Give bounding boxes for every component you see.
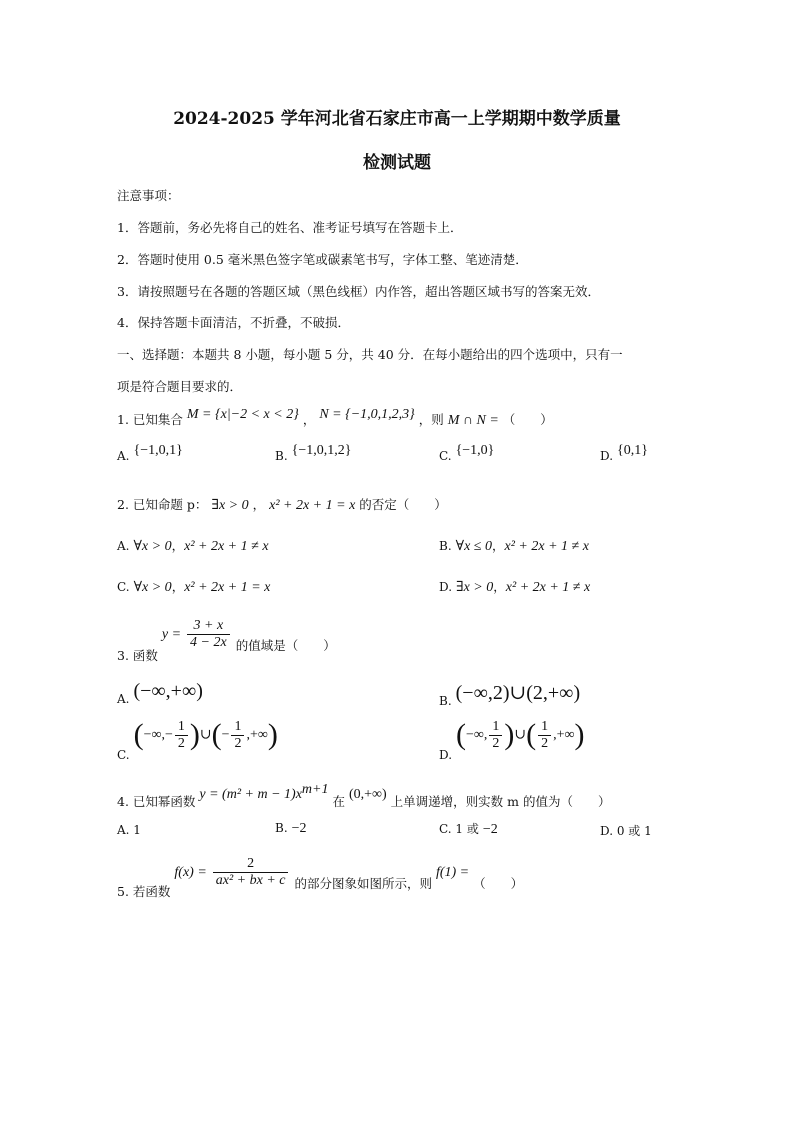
q5-f1: f(1) = bbox=[435, 865, 470, 880]
option-equation: x² + 2x + 1 = x bbox=[184, 580, 271, 595]
option-label: C. 1 或 bbox=[439, 822, 479, 836]
option-label: B. bbox=[439, 539, 452, 553]
question-3 bbox=[117, 618, 336, 663]
option-quantifier: ∀x > 0 bbox=[133, 580, 172, 595]
q3-y: y = bbox=[161, 627, 182, 642]
q4-option-c bbox=[439, 820, 498, 838]
option-label: D. bbox=[439, 580, 453, 594]
q2-option-b: B. ∀x ≤ 0，x² + 2x + 1 ≠ x bbox=[439, 538, 589, 554]
option-label: B. bbox=[439, 694, 452, 708]
q2-prefix: 2. 已知命题 p： bbox=[117, 497, 208, 512]
fraction-numerator: 1 bbox=[231, 719, 244, 736]
q5-denominator: ax² + bx + c bbox=[215, 873, 286, 888]
option-equation: x² + 2x + 1 ≠ x bbox=[505, 580, 591, 595]
q1-then: ，则 bbox=[418, 412, 444, 427]
option-label: B. bbox=[275, 821, 288, 835]
option-left2: − bbox=[221, 727, 230, 743]
q2-comma: ， bbox=[252, 497, 266, 512]
q3-option-c: C. (−∞,− $\frac{1}{2}$ )∪(− $\frac{1}{2}$ ,+∞) bbox=[117, 718, 278, 762]
q4-prefix: 4. 已知幂函数 bbox=[117, 794, 196, 810]
fraction-denominator: 2 bbox=[177, 735, 185, 751]
question-1 bbox=[117, 407, 553, 429]
q5-fx: f(x) = bbox=[174, 865, 207, 880]
q4-on: 在 bbox=[332, 794, 345, 810]
q1-set-n: N = {−1,0,1,2,3} bbox=[319, 407, 415, 422]
option-right: ,+∞ bbox=[246, 727, 268, 743]
q1-set-m: M = {x|−2 < x < 2} bbox=[186, 407, 299, 422]
q3-fraction bbox=[187, 618, 230, 651]
section-heading-line2: 项是符合题目要求的． bbox=[117, 379, 243, 394]
q2-option-d: D. ∃x > 0，x² + 2x + 1 ≠ x bbox=[439, 579, 591, 595]
q1-expr: M ∩ N = bbox=[447, 413, 499, 428]
option-label: B. bbox=[275, 449, 288, 463]
notice-heading: 注意事项： bbox=[117, 188, 180, 203]
q1-paren: （ ） bbox=[502, 412, 553, 427]
option-left: −∞, bbox=[466, 727, 488, 743]
q1-option-c bbox=[439, 443, 495, 465]
question-5 bbox=[117, 856, 524, 899]
option-value: {−1,0,1} bbox=[133, 443, 183, 458]
q1-option-b bbox=[275, 443, 352, 465]
q1-prefix: 1. 已知集合 bbox=[117, 412, 183, 427]
q4-option-d bbox=[600, 822, 652, 839]
question-4 bbox=[117, 782, 611, 810]
q2-option-c: C. ∀x > 0，x² + 2x + 1 = x bbox=[117, 579, 271, 595]
page-subtitle: 检测试题 bbox=[363, 153, 431, 173]
option-value: {−1,0} bbox=[455, 443, 495, 458]
q5-prefix: 5. 若函数 bbox=[117, 884, 171, 899]
q3-option-a bbox=[117, 680, 203, 706]
q3-numerator: 3 + x bbox=[187, 618, 230, 635]
union-symbol: ∪ bbox=[199, 727, 212, 743]
notice-item-3: 3．请按照题号在各题的答题区域（黑色线框）内作答，超出答题区域书写的答案无效． bbox=[117, 284, 600, 299]
option-label: D. bbox=[439, 747, 453, 762]
fraction-denominator: 2 bbox=[492, 735, 500, 751]
q5-numerator: 2 bbox=[213, 856, 289, 873]
option-label: A. bbox=[117, 539, 130, 553]
q5-paren: （ ） bbox=[473, 876, 524, 891]
option-quantifier: ∀x ≤ 0 bbox=[455, 539, 492, 554]
q4-function: y = (m² + m − 1)x bbox=[199, 787, 302, 803]
q4-option-a bbox=[117, 822, 141, 837]
page-title: 2024-2025 学年河北省石家庄市高一上学期期中数学质量 bbox=[173, 109, 621, 129]
q3-prefix: 3. 函数 bbox=[117, 648, 158, 663]
option-equation: x² + 2x + 1 ≠ x bbox=[504, 539, 589, 554]
option-equation: x² + 2x + 1 ≠ x bbox=[184, 539, 269, 554]
q5-mid: 的部分图象如图所示，则 bbox=[294, 876, 432, 891]
option-label: A. 1 bbox=[117, 823, 141, 837]
q5-fraction bbox=[213, 856, 289, 889]
option-label: C. bbox=[117, 747, 130, 762]
option-value: {−1,0,1,2} bbox=[291, 443, 352, 458]
notice-item-4: 4．保持答题卡面清洁，不折叠，不破损． bbox=[117, 315, 350, 330]
q3-suffix: 的值域是（ ） bbox=[235, 638, 336, 653]
question-2 bbox=[117, 495, 447, 514]
option-label: C. bbox=[439, 449, 452, 463]
q2-option-a: A. ∀x > 0，x² + 2x + 1 ≠ x bbox=[117, 538, 269, 554]
option-right: ,+∞ bbox=[553, 727, 575, 743]
notice-item-1: 1．答题前，务必先将自己的姓名、准考证号填写在答题卡上． bbox=[117, 220, 463, 235]
q2-stmt1: ∃x > 0 bbox=[211, 498, 249, 513]
option-label: D. 0 或 1 bbox=[600, 824, 652, 838]
option-quantifier: ∃x > 0 bbox=[456, 580, 494, 595]
notice-item-2: 2．答题时使用 0.5 毫米黑色签字笔或碳素笔书写，字体工整、笔迹清楚． bbox=[117, 252, 528, 267]
q4-suffix: 上单调递增，则实数 m 的值为（ ） bbox=[390, 794, 611, 810]
q3-option-b bbox=[439, 680, 581, 708]
fraction-numerator: 1 bbox=[175, 719, 188, 736]
option-label: A. bbox=[117, 692, 130, 706]
fraction-numerator: 1 bbox=[489, 719, 502, 736]
option-label: D. bbox=[600, 449, 614, 463]
q4-option-b bbox=[275, 820, 307, 837]
q1-option-a bbox=[117, 443, 183, 465]
q2-suffix: 的否定（ ） bbox=[359, 497, 447, 512]
option-value: −2 bbox=[291, 821, 307, 836]
option-quantifier: ∀x > 0 bbox=[133, 539, 172, 554]
option-value: {0,1} bbox=[617, 443, 648, 458]
option-value: (−∞,+∞) bbox=[133, 680, 203, 702]
q4-interval: (0,+∞) bbox=[348, 787, 387, 803]
q1-option-d bbox=[600, 443, 648, 465]
q3-option-d: D. (−∞, $\frac{1}{2}$ )∪( $\frac{1}{2}$ ,+∞) bbox=[439, 718, 585, 762]
q1-comma: ， bbox=[302, 412, 316, 427]
union-symbol: ∪ bbox=[514, 727, 527, 743]
option-label: C. bbox=[117, 580, 130, 594]
q2-stmt2: x² + 2x + 1 = x bbox=[269, 498, 356, 513]
q4-exponent: m+1 bbox=[301, 782, 329, 797]
fraction-denominator: 2 bbox=[234, 735, 242, 751]
option-value: −2 bbox=[482, 822, 498, 837]
q3-denominator: 4 − 2x bbox=[190, 635, 227, 650]
option-left: −∞,− bbox=[143, 727, 173, 743]
option-value: (−∞,2)∪(2,+∞) bbox=[455, 682, 581, 704]
section-heading-line1: 一、选择题：本题共 8 小题，每小题 5 分，共 40 分．在每小题给出的四个选项中，只有一 bbox=[117, 347, 623, 362]
option-label: A. bbox=[117, 449, 130, 463]
fraction-denominator: 2 bbox=[541, 735, 549, 751]
fraction-numerator: 1 bbox=[538, 719, 551, 736]
